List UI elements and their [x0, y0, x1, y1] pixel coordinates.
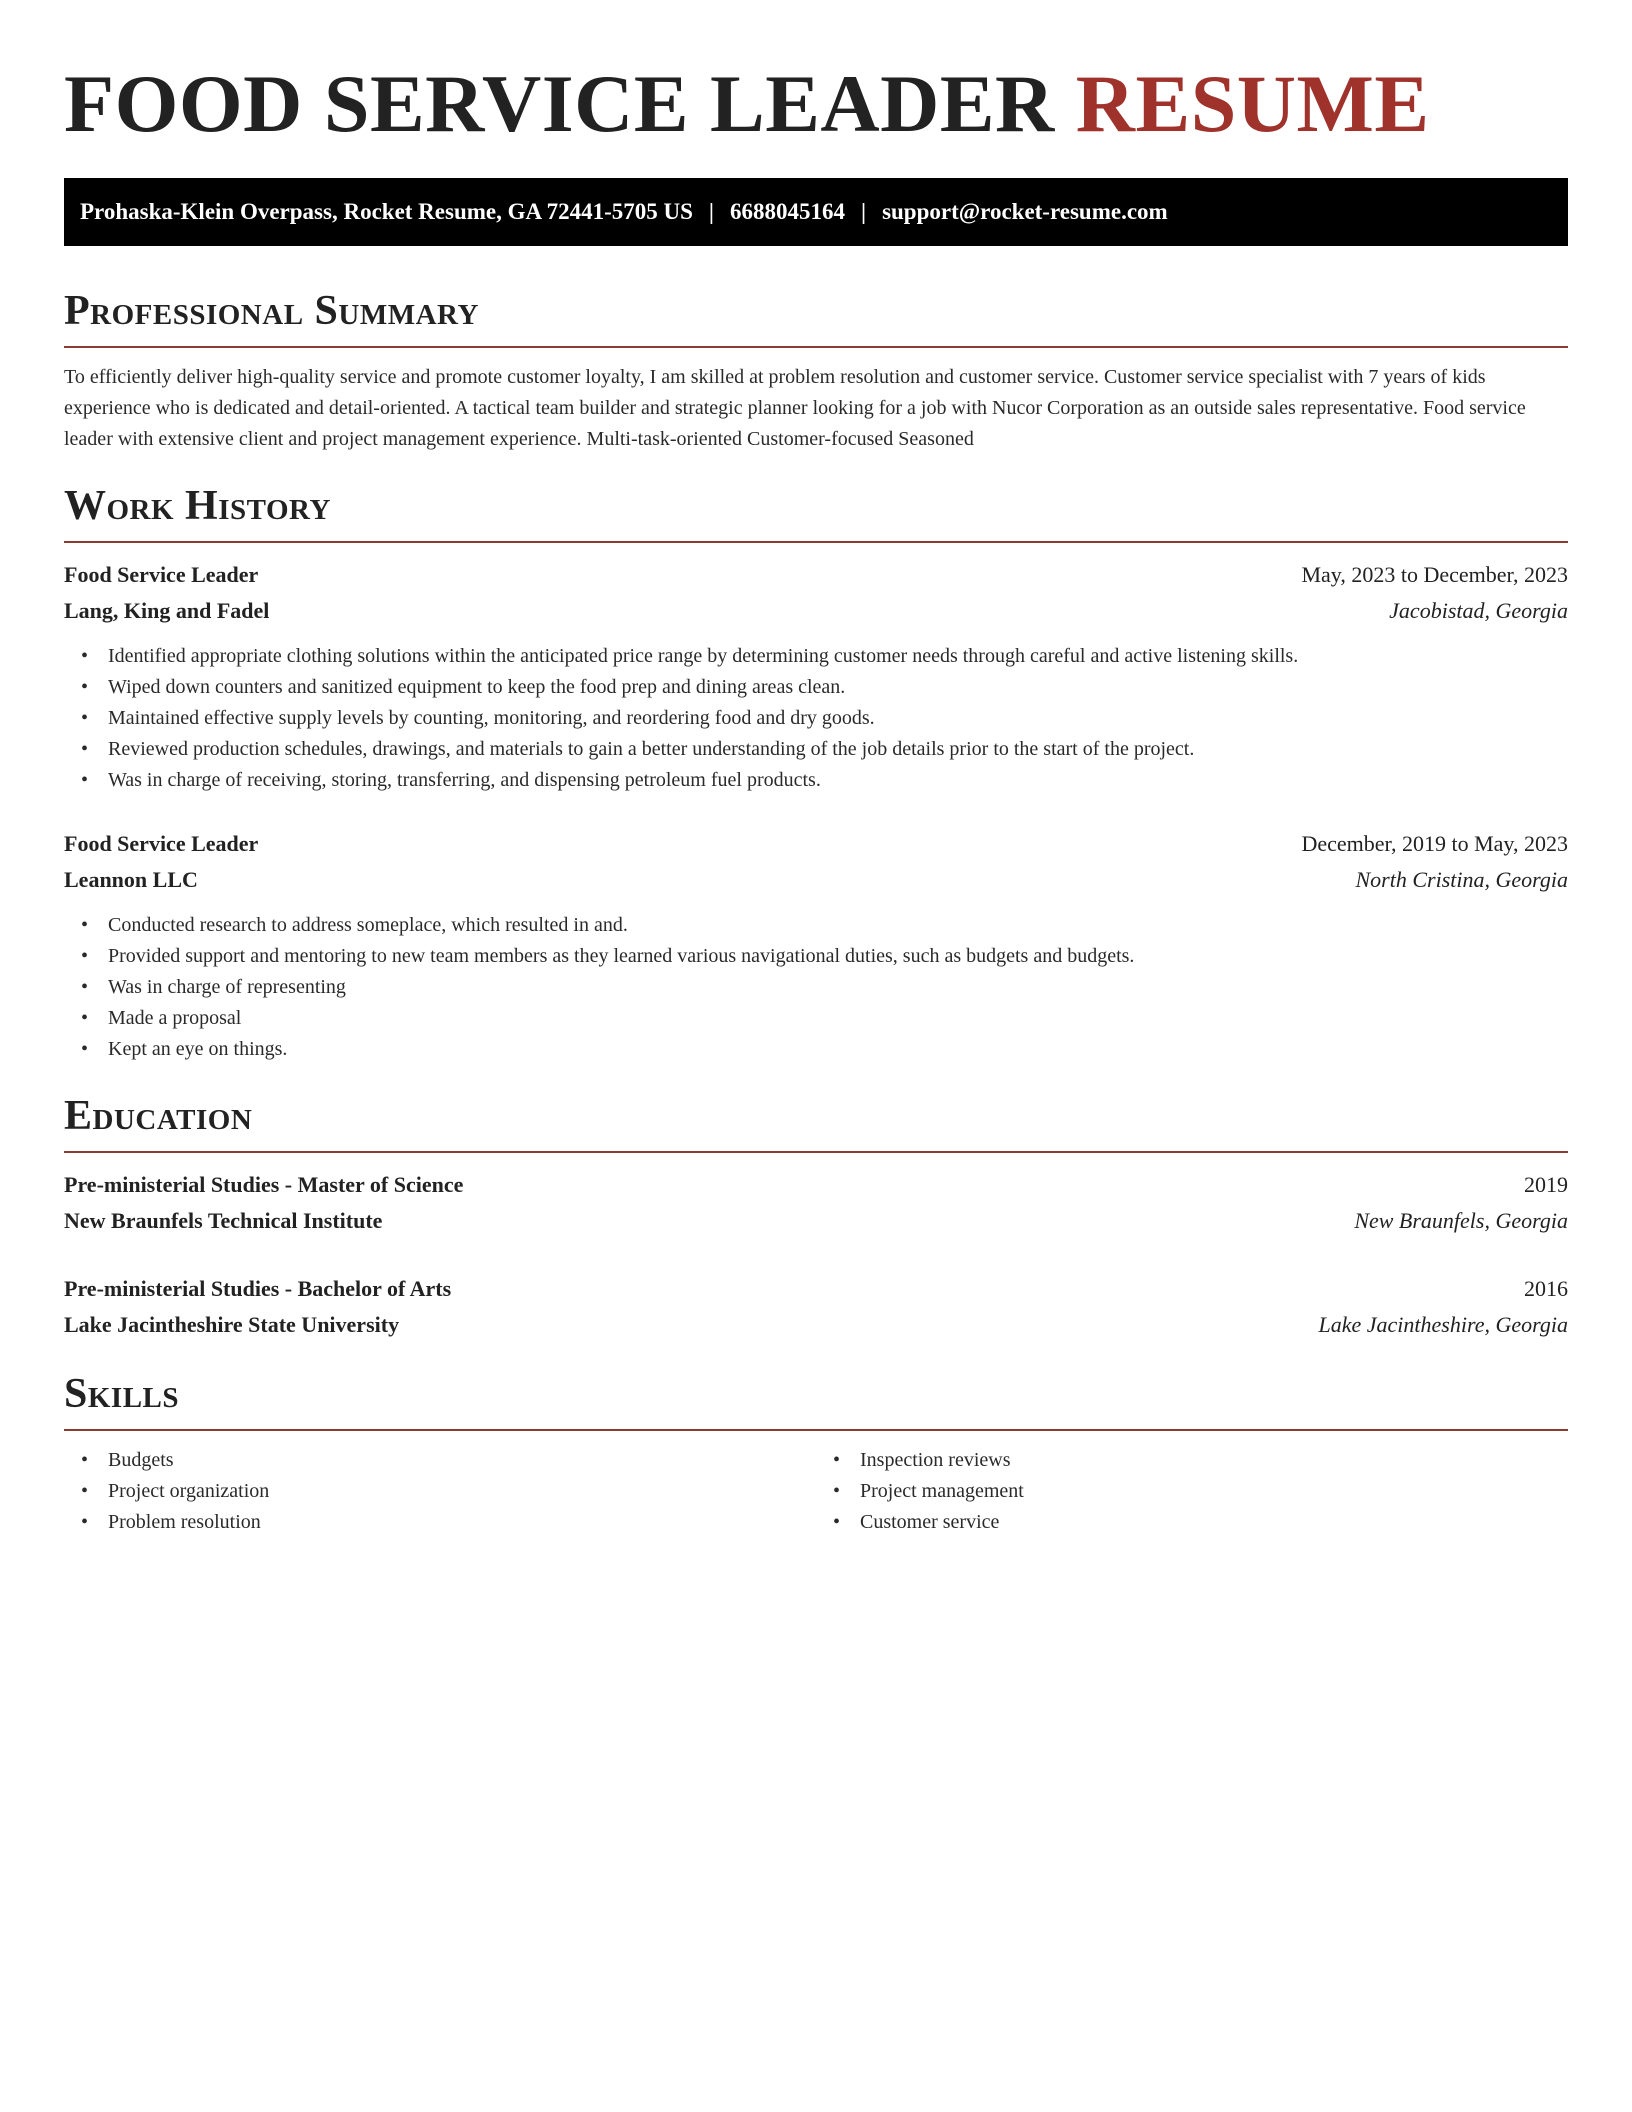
skills-grid	[64, 1445, 1568, 1538]
title-main: FOOD SERVICE LEADER	[64, 58, 1055, 149]
resume-title	[64, 0, 1568, 152]
education-location: Lake Jacintheshire, Georgia	[1318, 1312, 1568, 1337]
contact-separator: |	[860, 199, 867, 224]
skill-item: • Project management	[816, 1476, 1568, 1507]
skill-item: • Problem resolution	[64, 1507, 816, 1538]
section-divider	[64, 541, 1568, 543]
section-divider	[64, 1151, 1568, 1153]
education-school: Lake Jacintheshire State University	[64, 1312, 400, 1337]
job-duties-list	[64, 641, 1568, 796]
education-degree-row	[64, 1271, 1568, 1307]
education-entry	[64, 1167, 1568, 1239]
contact-email: support@rocket-resume.com	[882, 199, 1168, 224]
education-year: 2019	[1524, 1172, 1568, 1197]
summary-heading: Professional Summary	[64, 288, 479, 334]
list-item: • Wiped down counters and sanitized equipment to keep the food prep and dining areas clean.	[64, 672, 1568, 703]
education-heading: Education	[64, 1093, 253, 1139]
list-item: • Was in charge of receiving, storing, transferring, and dispensing petroleum fuel products.	[64, 765, 1568, 796]
education-year: 2016	[1524, 1276, 1568, 1301]
job-entry	[64, 826, 1568, 1065]
job-dates: December, 2019 to May, 2023	[1301, 831, 1568, 856]
education-school-row	[64, 1203, 1568, 1239]
education-degree-row	[64, 1167, 1568, 1203]
title-accent: RESUME	[1075, 58, 1430, 149]
skills-list-left	[64, 1445, 816, 1538]
list-item: • Kept an eye on things.	[64, 1034, 1568, 1065]
skill-item: • Budgets	[64, 1445, 816, 1476]
list-item: • Was in charge of representing	[64, 972, 1568, 1003]
list-item: • Conducted research to address someplace, which resulted in and.	[64, 910, 1568, 941]
skills-section	[64, 1369, 1568, 1538]
list-item: • Maintained effective supply levels by counting, monitoring, and reordering food and dry goods.	[64, 703, 1568, 734]
job-location: North Cristina, Georgia	[1355, 867, 1568, 892]
job-company: Lang, King and Fadel	[64, 598, 270, 623]
skill-item: • Inspection reviews	[816, 1445, 1568, 1476]
contact-bar	[64, 178, 1568, 246]
skill-item: • Customer service	[816, 1507, 1568, 1538]
contact-phone: 6688045164	[729, 199, 845, 224]
work-history-heading: Work History	[64, 483, 331, 529]
education-degree: Pre-ministerial Studies - Bachelor of Arts	[64, 1276, 452, 1301]
skill-item: • Project organization	[64, 1476, 816, 1507]
education-school: New Braunfels Technical Institute	[64, 1208, 383, 1233]
job-location: Jacobistad, Georgia	[1389, 598, 1568, 623]
education-section	[64, 1091, 1568, 1343]
job-header-row	[64, 557, 1568, 593]
list-item: • Identified appropriate clothing solutions within the anticipated price range by determining customer needs through careful and active listening skills.	[64, 641, 1568, 672]
job-dates: May, 2023 to December, 2023	[1301, 562, 1568, 587]
job-company-row	[64, 593, 1568, 629]
contact-separator: |	[708, 199, 714, 224]
job-entry	[64, 557, 1568, 796]
education-degree: Pre-ministerial Studies - Master of Science	[64, 1172, 464, 1197]
section-divider	[64, 346, 1568, 348]
list-item: • Provided support and mentoring to new team members as they learned various navigational duties, such as budgets and budgets.	[64, 941, 1568, 972]
education-school-row	[64, 1307, 1568, 1343]
job-header-row	[64, 826, 1568, 862]
summary-text: To efficiently deliver high-quality service and promote customer loyalty, I am skilled at problem resolution and customer service. Customer service specialist with 7 years of kids experience who is dedicated and detail-oriented. A tactical team builder and strategic planner looking for a job with Nucor Corporation as an outside sales representative. Food service leader with extensive client and project management experience. Multi-task-oriented Customer-focused Seasoned	[64, 366, 1526, 450]
section-divider	[64, 1429, 1568, 1431]
job-title: Food Service Leader	[64, 831, 259, 856]
job-title: Food Service Leader	[64, 562, 259, 587]
list-item: • Made a proposal	[64, 1003, 1568, 1034]
job-duties-list	[64, 910, 1568, 1065]
summary-section	[64, 286, 1568, 455]
skills-list-right	[816, 1445, 1568, 1538]
education-location: New Braunfels, Georgia	[1354, 1208, 1568, 1233]
job-company-row	[64, 862, 1568, 898]
job-company: Leannon LLC	[64, 867, 198, 892]
list-item: • Reviewed production schedules, drawings, and materials to gain a better understanding of the job details prior to the start of the project.	[64, 734, 1568, 765]
contact-address: Prohaska-Klein Overpass, Rocket Resume, GA 72441-5705 US	[80, 199, 693, 224]
skills-heading: Skills	[64, 1371, 180, 1417]
education-entry	[64, 1271, 1568, 1343]
work-history-section	[64, 481, 1568, 1065]
